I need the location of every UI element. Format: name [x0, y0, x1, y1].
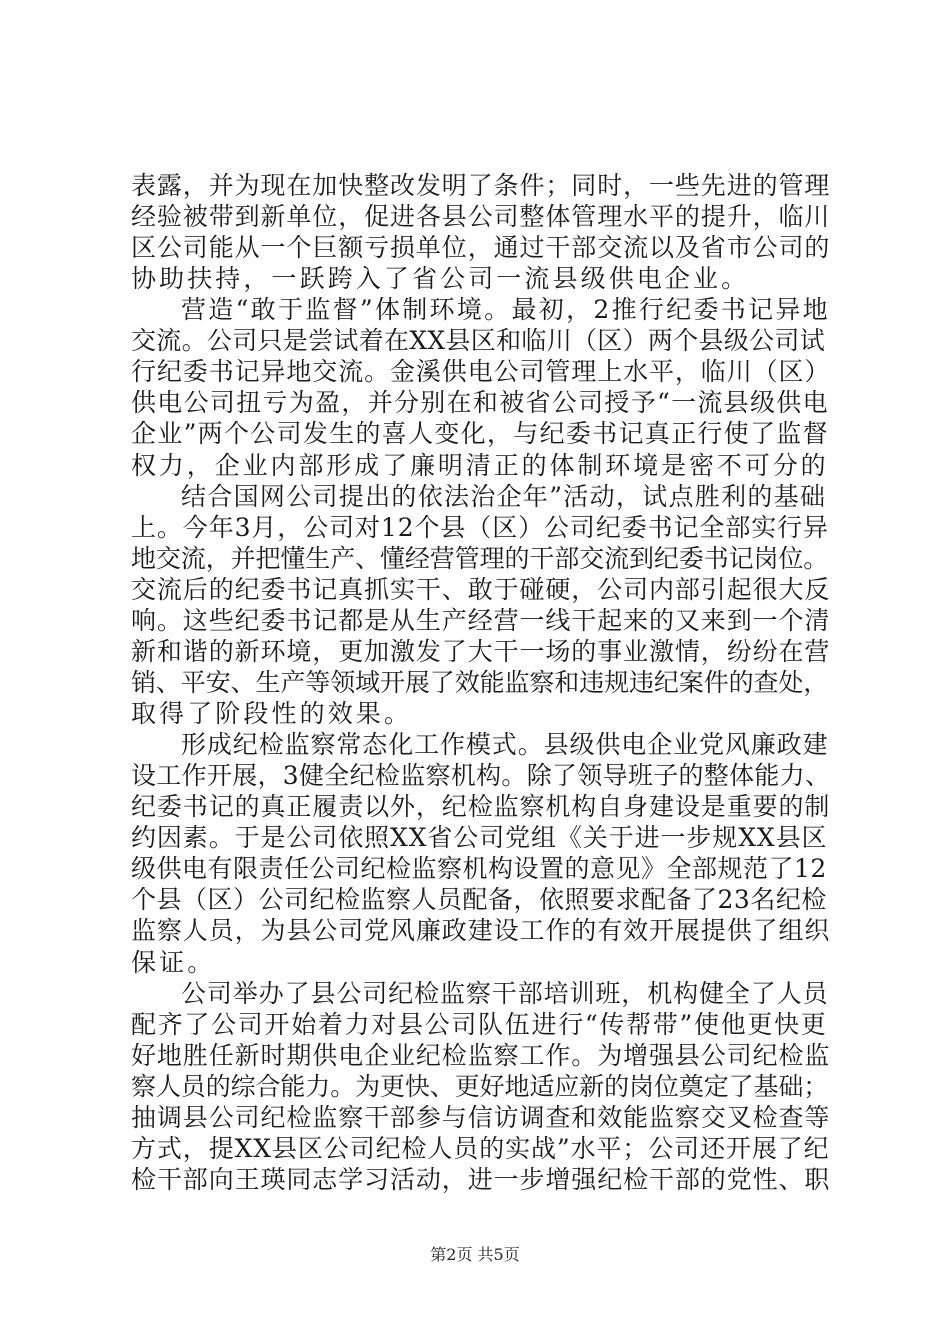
text-line: 响。这些纪委书记都是从生产经营一线干起来的又来到一个清 — [131, 605, 831, 635]
text-line: 行纪委书记异地交流。金溪供电公司管理上水平，临川（区） — [131, 357, 831, 387]
paragraph-start-line: 营造“敢于监督”体制环境。最初，2推行纪委书记异地 — [181, 295, 830, 325]
text-line: 交流。公司只是尝试着在XX县区和临川（区）两个县级公司试 — [131, 326, 825, 356]
text-line: 约因素。于是公司依照XX省公司党组《关于进一步规XX县区 — [131, 823, 828, 853]
text-line: 好地胜任新时期供电企业纪检监察工作。为增强县公司纪检监 — [131, 1040, 831, 1070]
text-line: 协助扶持，一跃跨入了省公司一流县级供电企业。 — [131, 264, 750, 294]
text-line: 抽调县公司纪检监察干部参与信访调查和效能监察交叉检查等 — [131, 1102, 831, 1132]
text-line: 设工作开展，3健全纪检监察机构。除了领导班子的整体能力、 — [131, 761, 831, 791]
text-line: 上。今年3月，公司对12个县（区）公司纪委书记全部实行异 — [131, 512, 829, 542]
text-line: 检干部向王瑛同志学习活动，进一步增强纪检干部的党性、职 — [131, 1164, 831, 1194]
text-line: 纪委书记的真正履责以外，纪检监察机构自身建设是重要的制 — [131, 792, 831, 822]
paragraph-start-line: 结合国网公司提出的依法治企年”活动，试点胜利的基础 — [181, 481, 827, 511]
text-line: 监察人员，为县公司党风廉政建设工作的有效开展提供了组织 — [131, 916, 831, 946]
paragraph-start-line: 形成纪检监察常态化工作模式。县级供电企业党风廉政建 — [181, 730, 829, 760]
text-line: 配齐了公司开始着力对县公司队伍进行“传帮带”使他更快更 — [131, 1009, 828, 1039]
text-line: 级供电有限责任公司纪检监察机构设置的意见》全部规范了12 — [131, 854, 827, 884]
text-line: 取得了阶段性的效果。 — [131, 699, 413, 729]
text-line: 新和谐的新环境，更加激发了大干一场的事业激情，纷纷在营 — [131, 636, 831, 666]
text-line: 销、平安、生产等领域开展了效能监察和违规违纪案件的查处， — [131, 667, 829, 697]
text-line: 方式，提XX县区公司纪检人员的实战”水平；公司还开展了纪 — [131, 1133, 830, 1163]
text-line: 个县（区）公司纪检监察人员配备，依照要求配备了23名纪检 — [131, 885, 827, 915]
text-line: 权力，企业内部形成了廉明清正的体制环境是密不可分的 — [131, 450, 829, 480]
page-number-footer: 第2页 共5页 — [430, 1245, 520, 1264]
text-line: 交流后的纪委书记真抓实干、敢于碰硬，公司内部引起很大反 — [131, 574, 831, 604]
text-line: 区公司能从一个巨额亏损单位，通过干部交流以及省市公司的 — [131, 233, 831, 263]
text-line: 察人员的综合能力。为更快、更好地适应新的岗位奠定了基础； — [131, 1071, 829, 1101]
text-line: 供电公司扭亏为盈，并分别在和被省公司授予“一流县级供电 — [131, 388, 829, 418]
text-line: 经验被带到新单位，促进各县公司整体管理水平的提升，临川 — [131, 202, 831, 232]
paragraph-start-line: 公司举办了县公司纪检监察干部培训班，机构健全了人员 — [181, 978, 829, 1008]
text-line: 企业”两个公司发生的喜人变化，与纪委书记真正行使了监督 — [131, 419, 829, 449]
text-line: 表露，并为现在加快整改发明了条件；同时，一些先进的管理 — [131, 171, 831, 200]
text-line: 保证。 — [131, 947, 216, 977]
text-line: 地交流，并把懂生产、懂经营管理的干部交流到纪委书记岗位。 — [131, 543, 829, 573]
